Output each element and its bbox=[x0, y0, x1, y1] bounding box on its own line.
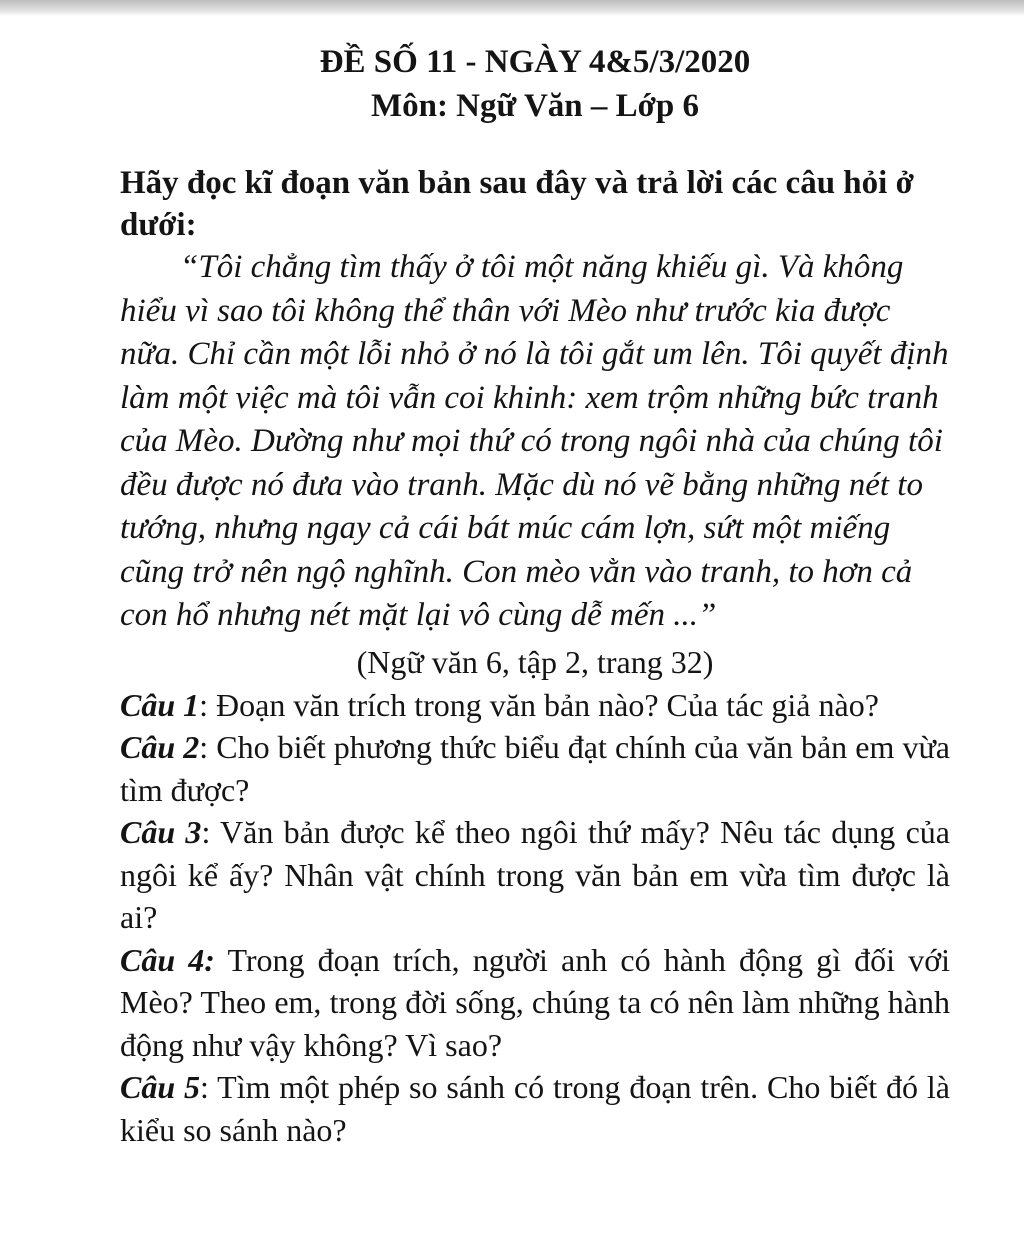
passage-source: (Ngữ văn 6, tập 2, trang 32) bbox=[356, 643, 714, 680]
question-text: Đoạn văn trích trong văn bản nào? Của tác giả nào? bbox=[216, 686, 879, 723]
exam-sheet bbox=[120, 40, 950, 1151]
question-separator bbox=[215, 942, 228, 978]
question-separator: : bbox=[199, 729, 217, 765]
instruction-text: Hãy đọc kĩ đoạn văn bản sau đây và trả lời các câu hỏi ở dưới: bbox=[120, 165, 914, 243]
question-3 bbox=[120, 811, 950, 939]
question-text: Tìm một phép so sánh có trong đoạn trên. Cho biết đó là kiểu so sánh nào? bbox=[120, 1069, 951, 1148]
question-2 bbox=[120, 726, 950, 811]
question-label: Câu 3 bbox=[120, 814, 202, 850]
exam-title: ĐỀ SỐ 11 - NGÀY 4&5/3/2020 bbox=[319, 44, 751, 80]
question-text: Cho biết phương thức biểu đạt chính của văn bản em vừa tìm được? bbox=[120, 729, 951, 808]
question-separator: : bbox=[199, 686, 217, 723]
exam-subtitle: Môn: Ngữ Văn – Lớp 6 bbox=[370, 88, 700, 124]
question-4 bbox=[120, 939, 950, 1067]
question-label: Câu 1 bbox=[120, 686, 200, 723]
question-separator: : bbox=[200, 1069, 218, 1105]
passage-text: “Tôi chẳng tìm thấy ở tôi một năng khiếu gì. Và không hiểu vì sao tôi không thể thân với Mèo như trước kia được nữa. Chỉ cần một lỗi nhỏ ở nó là tôi gắt um lên. Tôi quyết định làm một việc mà tôi vẫn coi khinh: xem trộm những bức tranh của Mèo. Dường như mọi thứ có trong ngôi nhà của chúng tôi đều được nó đưa vào tranh. Mặc dù nó vẽ bằng những nét to tướng, nhưng ngay cả cái bát múc cám lợn, sứt một miếng cũng trở nên ngộ nghĩnh. Con mèo vằn vào tranh, to hơn cả con hổ nhưng nét mặt lại vô cùng dễ mến ...” bbox=[120, 249, 949, 633]
question-separator: : bbox=[201, 814, 221, 850]
question-text: Trong đoạn trích, người anh có hành động gì đối với Mèo? Theo em, trong đời sống, chúng ta có nên làm những hành động như vậy không? Vì sao? bbox=[120, 941, 950, 1063]
top-shadow-bar bbox=[0, 0, 1024, 16]
question-text: Văn bản được kể theo ngôi thứ mấy? Nêu tác dụng của ngôi kể ấy? Nhân vật chính trong văn bản em vừa tìm được là ai? bbox=[120, 814, 951, 935]
question-1 bbox=[120, 684, 950, 727]
question-label: Câu 5 bbox=[120, 1069, 200, 1105]
question-label: Câu 4: bbox=[120, 941, 215, 978]
question-label: Câu 2 bbox=[120, 729, 200, 765]
question-5 bbox=[120, 1066, 950, 1151]
question-list bbox=[120, 684, 950, 1152]
